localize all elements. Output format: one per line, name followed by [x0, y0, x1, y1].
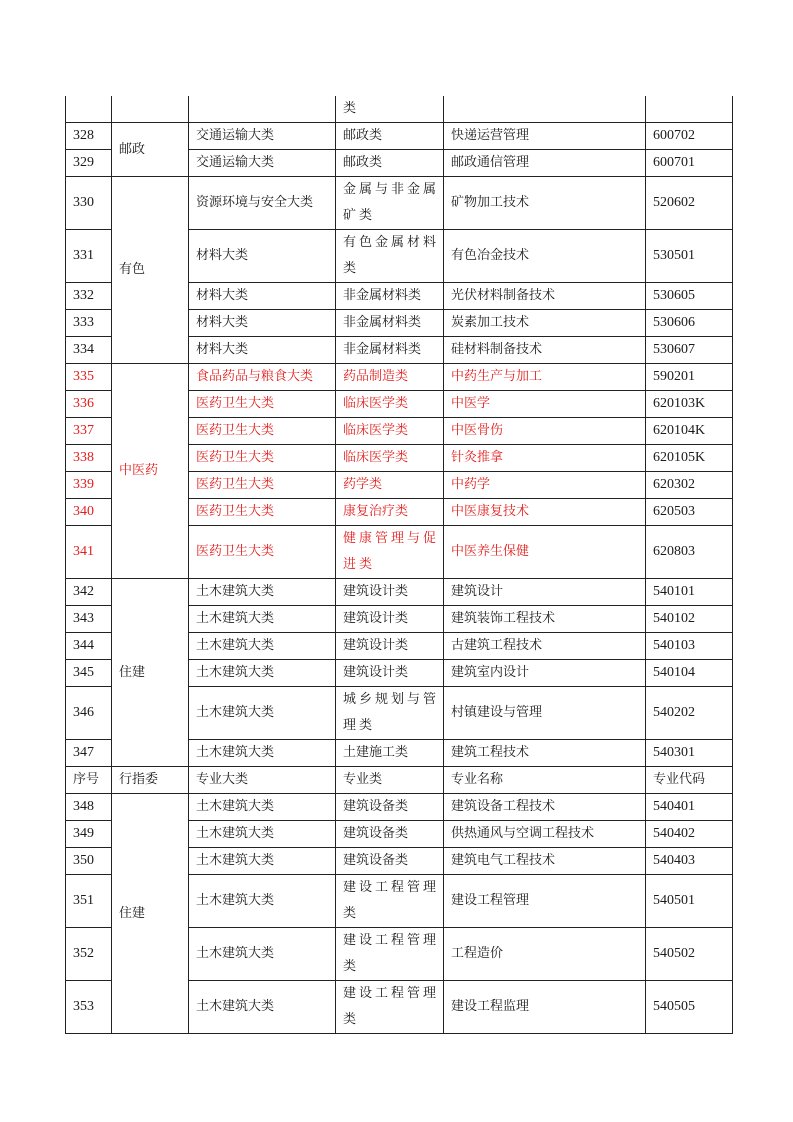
name-cell: 快递运营管理	[444, 123, 646, 150]
class-cell: 邮政类	[336, 123, 444, 150]
index-cell: 330	[66, 177, 112, 230]
index-cell: 345	[66, 660, 112, 687]
category-cell: 资源环境与安全大类	[189, 177, 336, 230]
index-cell: 332	[66, 283, 112, 310]
name-cell: 古建筑工程技术	[444, 633, 646, 660]
code-cell: 520602	[646, 177, 733, 230]
code-cell: 540401	[646, 794, 733, 821]
code-cell: 620803	[646, 526, 733, 579]
category-cell: 土木建筑大类	[189, 633, 336, 660]
name-cell: 工程造价	[444, 928, 646, 981]
class-cell: 药学类	[336, 472, 444, 499]
code-cell: 540403	[646, 848, 733, 875]
committee-cell: 有色	[112, 177, 189, 364]
name-cell: 建筑设备工程技术	[444, 794, 646, 821]
category-cell: 土木建筑大类	[189, 848, 336, 875]
class-cell: 有色金属材料类	[336, 230, 444, 283]
index-cell: 348	[66, 794, 112, 821]
code-cell: 540402	[646, 821, 733, 848]
name-cell: 建设工程监理	[444, 981, 646, 1034]
class-cell: 邮政类	[336, 150, 444, 177]
category-cell: 土木建筑大类	[189, 740, 336, 767]
code-cell: 540501	[646, 875, 733, 928]
code-cell: 620105K	[646, 445, 733, 472]
code-cell: 620104K	[646, 418, 733, 445]
table-row	[66, 177, 733, 230]
code-cell: 540101	[646, 579, 733, 606]
name-cell: 供热通风与空调工程技术	[444, 821, 646, 848]
index-cell: 351	[66, 875, 112, 928]
committee-cell	[112, 96, 189, 123]
index-cell: 352	[66, 928, 112, 981]
category-cell: 土木建筑大类	[189, 981, 336, 1034]
committee-cell: 邮政	[112, 123, 189, 177]
index-cell: 329	[66, 150, 112, 177]
index-cell: 328	[66, 123, 112, 150]
class-cell: 建筑设备类	[336, 794, 444, 821]
category-cell: 食品药品与粮食大类	[189, 364, 336, 391]
index-cell: 335	[66, 364, 112, 391]
code-cell	[646, 96, 733, 123]
name-cell: 建筑装饰工程技术	[444, 606, 646, 633]
header-row	[66, 767, 733, 794]
name-cell: 有色冶金技术	[444, 230, 646, 283]
class-cell: 非金属材料类	[336, 337, 444, 364]
name-cell: 中医学	[444, 391, 646, 418]
code-cell: 530607	[646, 337, 733, 364]
index-cell	[66, 96, 112, 123]
class-cell: 建设工程管理类	[336, 875, 444, 928]
index-cell: 342	[66, 579, 112, 606]
category-cell: 材料大类	[189, 337, 336, 364]
table-row	[66, 794, 733, 821]
class-cell: 建筑设备类	[336, 821, 444, 848]
class-cell: 类	[336, 96, 444, 123]
category-cell: 土木建筑大类	[189, 606, 336, 633]
class-cell: 建设工程管理类	[336, 928, 444, 981]
name-cell: 村镇建设与管理	[444, 687, 646, 740]
class-cell: 建筑设备类	[336, 848, 444, 875]
index-cell: 346	[66, 687, 112, 740]
class-cell: 药品制造类	[336, 364, 444, 391]
index-cell: 337	[66, 418, 112, 445]
code-cell: 540104	[646, 660, 733, 687]
code-cell: 600702	[646, 123, 733, 150]
name-cell: 矿物加工技术	[444, 177, 646, 230]
name-cell: 邮政通信管理	[444, 150, 646, 177]
index-cell: 336	[66, 391, 112, 418]
name-cell: 中药生产与加工	[444, 364, 646, 391]
header-major-category: 专业大类	[189, 767, 336, 794]
name-cell: 建筑电气工程技术	[444, 848, 646, 875]
committee-cell: 中医药	[112, 364, 189, 579]
code-cell: 540502	[646, 928, 733, 981]
index-cell: 349	[66, 821, 112, 848]
table-row	[66, 123, 733, 150]
index-cell: 333	[66, 310, 112, 337]
category-cell: 材料大类	[189, 310, 336, 337]
committee-cell: 住建	[112, 579, 189, 767]
category-cell: 材料大类	[189, 230, 336, 283]
continuation-row	[66, 96, 733, 123]
category-cell: 医药卫生大类	[189, 391, 336, 418]
class-cell: 临床医学类	[336, 391, 444, 418]
index-cell: 347	[66, 740, 112, 767]
category-cell: 医药卫生大类	[189, 445, 336, 472]
category-cell: 土木建筑大类	[189, 579, 336, 606]
category-cell: 土木建筑大类	[189, 660, 336, 687]
class-cell: 非金属材料类	[336, 310, 444, 337]
class-cell: 建筑设计类	[336, 633, 444, 660]
index-cell: 331	[66, 230, 112, 283]
index-cell: 343	[66, 606, 112, 633]
name-cell: 建筑室内设计	[444, 660, 646, 687]
category-cell: 材料大类	[189, 283, 336, 310]
code-cell: 540202	[646, 687, 733, 740]
category-cell: 医药卫生大类	[189, 472, 336, 499]
name-cell: 针灸推拿	[444, 445, 646, 472]
name-cell: 建设工程管理	[444, 875, 646, 928]
header-committee: 行指委	[112, 767, 189, 794]
index-cell: 338	[66, 445, 112, 472]
name-cell: 中药学	[444, 472, 646, 499]
code-cell: 620503	[646, 499, 733, 526]
code-cell: 620302	[646, 472, 733, 499]
class-cell: 健康管理与促进类	[336, 526, 444, 579]
class-cell: 城乡规划与管理类	[336, 687, 444, 740]
name-cell: 光伏材料制备技术	[444, 283, 646, 310]
class-cell: 土建施工类	[336, 740, 444, 767]
category-cell: 交通运输大类	[189, 150, 336, 177]
index-cell: 334	[66, 337, 112, 364]
name-cell: 炭素加工技术	[444, 310, 646, 337]
category-cell: 医药卫生大类	[189, 499, 336, 526]
category-cell: 土木建筑大类	[189, 794, 336, 821]
name-cell: 硅材料制备技术	[444, 337, 646, 364]
index-cell: 353	[66, 981, 112, 1034]
class-cell: 建设工程管理类	[336, 981, 444, 1034]
code-cell: 530605	[646, 283, 733, 310]
index-cell: 339	[66, 472, 112, 499]
name-cell: 中医骨伤	[444, 418, 646, 445]
class-cell: 金属与非金属矿类	[336, 177, 444, 230]
index-cell: 341	[66, 526, 112, 579]
class-cell: 临床医学类	[336, 418, 444, 445]
header-index: 序号	[66, 767, 112, 794]
code-cell: 540102	[646, 606, 733, 633]
name-cell: 建筑设计	[444, 579, 646, 606]
name-cell	[444, 96, 646, 123]
code-cell: 530501	[646, 230, 733, 283]
header-major-code: 专业代码	[646, 767, 733, 794]
category-cell: 交通运输大类	[189, 123, 336, 150]
class-cell: 建筑设计类	[336, 579, 444, 606]
category-cell: 医药卫生大类	[189, 526, 336, 579]
class-cell: 建筑设计类	[336, 606, 444, 633]
code-cell: 540103	[646, 633, 733, 660]
code-cell: 600701	[646, 150, 733, 177]
category-cell: 土木建筑大类	[189, 821, 336, 848]
code-cell: 540301	[646, 740, 733, 767]
class-cell: 临床医学类	[336, 445, 444, 472]
category-cell: 土木建筑大类	[189, 875, 336, 928]
index-cell: 340	[66, 499, 112, 526]
code-cell: 530606	[646, 310, 733, 337]
code-cell: 540505	[646, 981, 733, 1034]
index-cell: 344	[66, 633, 112, 660]
code-cell: 620103K	[646, 391, 733, 418]
header-major-class: 专业类	[336, 767, 444, 794]
name-cell: 中医养生保健	[444, 526, 646, 579]
majors-table	[65, 96, 733, 1034]
class-cell: 非金属材料类	[336, 283, 444, 310]
category-cell	[189, 96, 336, 123]
index-cell: 350	[66, 848, 112, 875]
table-row	[66, 364, 733, 391]
header-major-name: 专业名称	[444, 767, 646, 794]
table-row	[66, 579, 733, 606]
name-cell: 建筑工程技术	[444, 740, 646, 767]
committee-cell: 住建	[112, 794, 189, 1034]
name-cell: 中医康复技术	[444, 499, 646, 526]
category-cell: 医药卫生大类	[189, 418, 336, 445]
code-cell: 590201	[646, 364, 733, 391]
class-cell: 建筑设计类	[336, 660, 444, 687]
category-cell: 土木建筑大类	[189, 928, 336, 981]
class-cell: 康复治疗类	[336, 499, 444, 526]
category-cell: 土木建筑大类	[189, 687, 336, 740]
